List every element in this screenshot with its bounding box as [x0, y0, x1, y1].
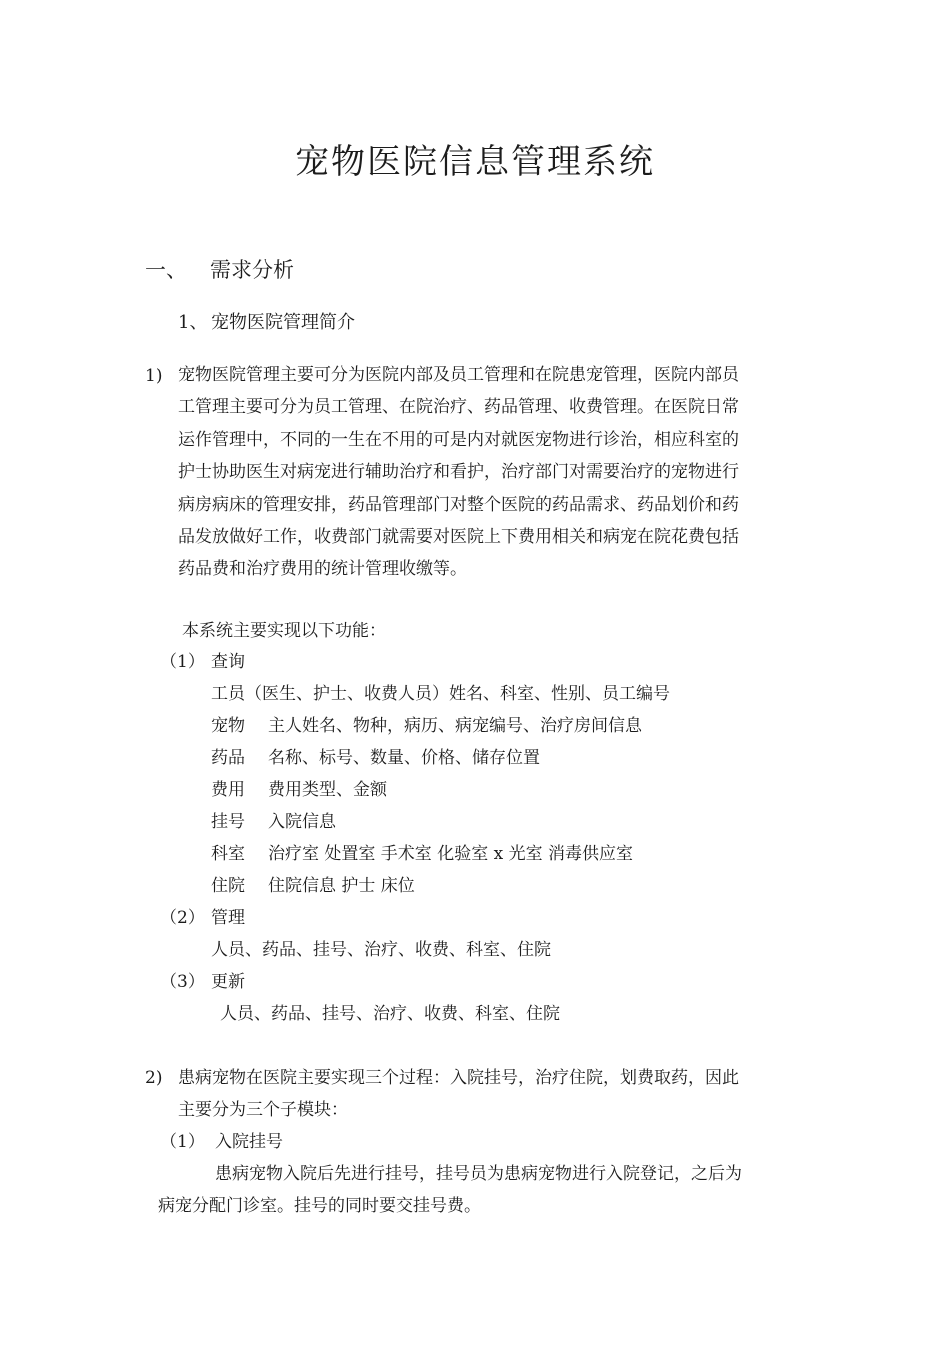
item1-line: 品发放做好工作，收费部门就需要对医院上下费用相关和病宠在院花费包括: [178, 527, 739, 548]
section-heading: 需求分析: [210, 258, 294, 282]
item2-line: 患病宠物在医院主要实现三个过程：入院挂号，治疗住院，划费取药，因此: [178, 1068, 739, 1088]
subsection-number: 1、: [178, 312, 208, 333]
module1-label: 入院挂号: [215, 1132, 283, 1152]
manage-items: 人员、药品、挂号、治疗、收费、科室、住院: [211, 940, 551, 960]
module1-line: 患病宠物入院后先进行挂号，挂号员为患病宠物进行入院登记，之后为: [215, 1164, 742, 1184]
query-row-value: 治疗室 处置室 手术室 化验室 x 光室 消毒供应室: [268, 844, 634, 864]
document-title: 宠物医院信息管理系统: [295, 142, 655, 182]
query-row-key: 宠物: [211, 716, 245, 736]
query-row-value: 名称、标号、数量、价格、储存位置: [268, 748, 540, 768]
item2-marker: 2): [145, 1068, 163, 1088]
update-label: 更新: [211, 972, 245, 992]
query-row-key: 住院: [211, 876, 245, 896]
item1-line: 护士协助医生对病宠进行辅助治疗和看护，治疗部门对需要治疗的宠物进行: [178, 462, 739, 483]
functions-intro: 本系统主要实现以下功能：: [182, 621, 386, 641]
module1-marker: （1）: [160, 1132, 205, 1152]
item1-line: 药品费和治疗费用的统计管理收缴等。: [178, 559, 467, 580]
query-row-key: 挂号: [211, 812, 245, 832]
query-row-key: 费用: [211, 780, 245, 800]
query-row-value: 主人姓名、物种，病历、病宠编号、治疗房间信息: [268, 716, 642, 736]
item2-line: 主要分为三个子模块：: [178, 1100, 348, 1120]
item1-line: 病房病床的管理安排，药品管理部门对整个医院的药品需求、药品划价和药: [178, 494, 739, 515]
item1-line: 工管理主要可分为员工管理、在院治疗、药品管理、收费管理。在医院日常: [178, 397, 739, 418]
query-row-key: 药品: [211, 748, 245, 768]
query-row-value: 入院信息: [268, 812, 336, 832]
subsection-heading: 宠物医院管理简介: [211, 312, 355, 333]
item1-line: 运作管理中，不同的一生在不用的可是内对就医宠物进行诊治，相应科室的: [178, 429, 739, 450]
item1-line: 宠物医院管理主要可分为医院内部及员工管理和在院患宠管理，医院内部员: [178, 365, 739, 385]
module1-line: 病宠分配门诊室。挂号的同时要交挂号费。: [158, 1196, 481, 1216]
query-row-value: （医生、护士、收费人员）姓名、科室、性别、员工编号: [245, 684, 670, 704]
manage-marker: （2）: [160, 908, 205, 928]
update-items: 人员、药品、挂号、治疗、收费、科室、住院: [220, 1004, 560, 1024]
query-row-key: 科室: [211, 844, 245, 864]
manage-label: 管理: [211, 908, 245, 928]
query-label: 查询: [211, 652, 245, 672]
query-marker: （1）: [160, 652, 205, 672]
section-number: 一、: [145, 258, 187, 282]
query-row-value: 住院信息 护士 床位: [268, 876, 415, 896]
item1-paragraph: [178, 359, 812, 586]
query-row-key: 工员: [211, 684, 245, 704]
update-marker: （3）: [160, 972, 205, 992]
query-row-value: 费用类型、金额: [268, 780, 387, 800]
item1-marker: 1): [145, 366, 163, 386]
